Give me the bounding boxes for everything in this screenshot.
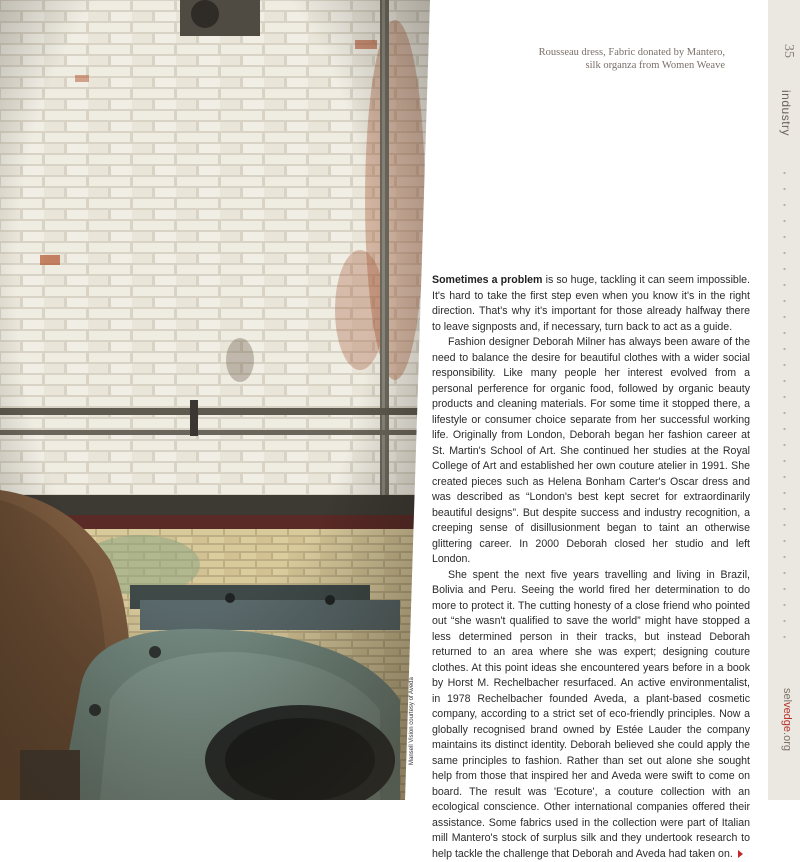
website-url bbox=[781, 688, 793, 751]
photo-credit: Mansell Vision courtesy of Aveda bbox=[409, 677, 415, 765]
site-prefix: sel bbox=[781, 688, 793, 702]
paragraph-3-text: She spent the next five years travelling and living in Brazil, Bolivia and Peru. Seeing the world fired her determination to do more to protect it. The cutting honesty of a close friend who pointed out “she wasn't qualified to save the world” might have stopped a less determined person in their tracks, but instead Deborah returned to an area where she was expert; designing couture clothes. At this point ideas she encountered years before in a book by Horst M. Rechelbacher resurfaced. An active environmentalist, in 1978 Rechelbacher founded Aveda, a plant-based cosmetic company, according to a strict set of eco-friendly principles. Now a globally recognised brand owned by Estée Lauder the company maintains its distinct identity. Deborah believed she could apply the same principles to fashion. Rather than set out alone she sought help from those that inspired her and Aveda were swift to come on board. The result was 'Ecoture', a couture collection with an ecological conscience. Other international companies offered their assistance. Some fabrics used in the collection were part of Italian mill Mantero's stock of surplus silk and they undertook research to help tackle the challenge that Deborah and Aveda had taken on. bbox=[432, 569, 750, 860]
site-suffix: .org bbox=[781, 732, 793, 751]
page-number: 35 bbox=[780, 44, 796, 58]
photo-caption bbox=[539, 46, 725, 72]
end-of-article-icon bbox=[738, 850, 743, 858]
article-body bbox=[432, 273, 750, 862]
caption-line-2: silk organza from Women Weave bbox=[539, 59, 725, 72]
paragraph-1-text: is so huge, tackling it can seem impossible. It's hard to take the first step even when you know it's in the right direction. That's why it's important for those already halfway there to leave signposts and, if necessary, turn back to act as a guide. bbox=[432, 274, 750, 333]
article-paragraph-1 bbox=[432, 273, 750, 335]
boiler-room-photo bbox=[0, 0, 430, 800]
article-paragraph-2: Fashion designer Deborah Milner has always been aware of the need to balance the desire for beautiful clothes with a wider social responsibility. Like many people her interest evolved from a personal perference for organic food, followed by organic beauty products and cleaning materials. For some time it stopped there, a lifestyle or consumer choice separate from her successful working life. Originally from London, Deborah began her fashion career at St. Martin's School of Art. She continued her studies at the Royal College of Art and established her own couture atelier in 1991. She created pieces such as Helena Bonham Carter's Oscar dress and was described as “London's best kept secret for extraordinarily beautiful designs”. But despite success and industry recognition, a creeping sense of disillusionment began to taint an otherwise glittering career. In 2000 Deborah closed her studio and left London. bbox=[432, 335, 750, 568]
site-accent: vedge bbox=[781, 702, 793, 732]
section-label: industry bbox=[779, 90, 793, 136]
caption-line-1: Rousseau dress, Fabric donated by Mantero, bbox=[539, 46, 725, 59]
dotted-rule bbox=[783, 165, 786, 645]
lead-in: Sometimes a problem bbox=[432, 274, 542, 286]
article-paragraph-3 bbox=[432, 568, 750, 862]
